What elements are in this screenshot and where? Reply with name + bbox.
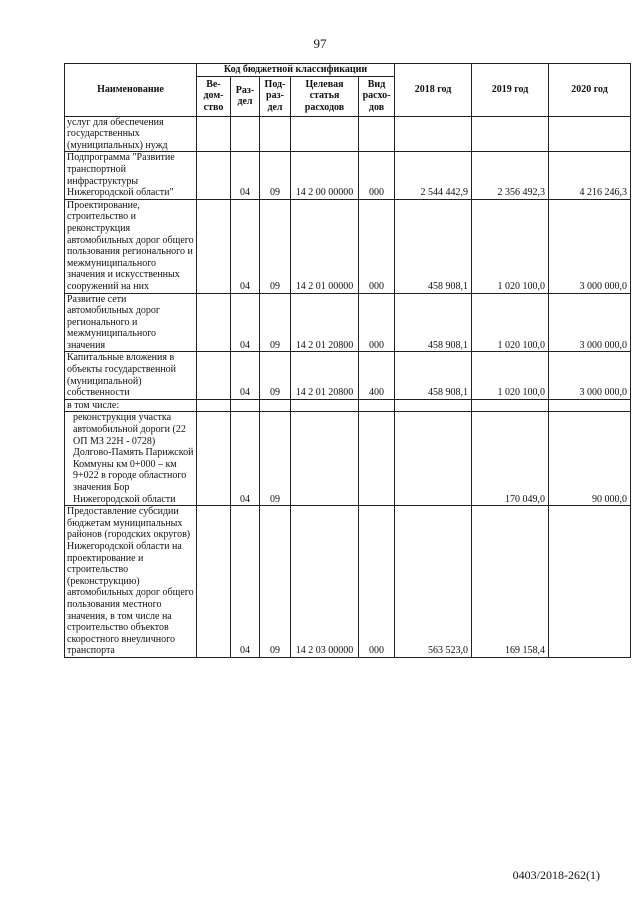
header-2018: 2018 год [395, 64, 472, 117]
row-vid: 400 [359, 352, 395, 399]
row-name: Капитальные вложения в объекты государственной (муниципальной) собственности [65, 352, 197, 399]
header-celevaya: Целевая статья расходов [291, 76, 359, 116]
row-razdel: 04 [231, 293, 260, 352]
row-celevaya: 14 2 01 20800 [291, 293, 359, 352]
budget-table [64, 63, 631, 658]
header-vedomstvo: Ве-дом-ство [197, 76, 231, 116]
table-row [65, 352, 631, 399]
row-2019: 2 356 492,3 [472, 152, 549, 199]
header-vid: Вид расхо-дов [359, 76, 395, 116]
table-row [65, 506, 631, 658]
row-2018: 458 908,1 [395, 293, 472, 352]
page-number: 97 [313, 36, 327, 51]
row-podrazdel: 09 [260, 412, 291, 506]
row-vid: 000 [359, 152, 395, 199]
row-podrazdel: 09 [260, 293, 291, 352]
row-2018: 563 523,0 [395, 506, 472, 658]
row-celevaya: 14 2 01 20800 [291, 352, 359, 399]
row-razdel: 04 [231, 412, 260, 506]
row-2020: 3 000 000,0 [549, 293, 631, 352]
document-code: 0403/2018-262(1) [512, 868, 600, 882]
row-2020: 4 216 246,3 [549, 152, 631, 199]
row-2020: 90 000,0 [549, 412, 631, 506]
header-podrazdel: Под-раз-дел [260, 76, 291, 116]
row-razdel: 04 [231, 506, 260, 658]
row-razdel: 04 [231, 152, 260, 199]
row-podrazdel: 09 [260, 152, 291, 199]
header-name: Наименование [65, 64, 197, 117]
row-name: реконструкция участка автомобильной дороги (22 ОП МЗ 22Н - 0728) Долгово-Память Парижской Коммуны км 0+000 – км 9+022 в городе областного значения Бор Нижегородской области [65, 412, 197, 506]
row-2019: 169 158,4 [472, 506, 549, 658]
row-name: Подпрограмма "Развитие транспортной инфраструктуры Нижегородской области" [65, 152, 197, 199]
row-celevaya: 14 2 03 00000 [291, 506, 359, 658]
row-name: услуг для обеспечения государственных (муниципальных) нужд [65, 116, 197, 152]
row-vid: 000 [359, 199, 395, 293]
row-celevaya: 14 2 01 00000 [291, 199, 359, 293]
header-2019: 2019 год [472, 64, 549, 117]
table-row [65, 116, 631, 152]
row-2020: 3 000 000,0 [549, 199, 631, 293]
row-name: Проектирование, строительство и реконструкция автомобильных дорог общего пользования регионального и межмуниципального значения и искусственных сооружений на них [65, 199, 197, 293]
row-name: в том числе: [65, 399, 197, 412]
row-razdel: 04 [231, 352, 260, 399]
row-celevaya: 14 2 00 00000 [291, 152, 359, 199]
header-razdel: Раз-дел [231, 76, 260, 116]
row-2018: 458 908,1 [395, 199, 472, 293]
row-2019: 1 020 100,0 [472, 352, 549, 399]
row-razdel: 04 [231, 199, 260, 293]
row-2019: 170 049,0 [472, 412, 549, 506]
header-budget-classification: Код бюджетной классификации [197, 64, 395, 77]
row-name: Развитие сети автомобильных дорог регионального и межмуниципального значения [65, 293, 197, 352]
table-row [65, 399, 631, 412]
row-2019: 1 020 100,0 [472, 293, 549, 352]
header-2020: 2020 год [549, 64, 631, 117]
table-row [65, 199, 631, 293]
row-podrazdel: 09 [260, 506, 291, 658]
table-row [65, 293, 631, 352]
row-2018: 2 544 442,9 [395, 152, 472, 199]
row-2018: 458 908,1 [395, 352, 472, 399]
row-name: Предоставление субсидии бюджетам муниципальных районов (городских округов) Нижегородской области на проектирование и строительство (реконструкцию) автомобильных дорог общего пользования местного значения, в том числе на строительство объектов скоростного внеуличного транспорта [65, 506, 197, 658]
row-2020: 3 000 000,0 [549, 352, 631, 399]
table-row [65, 412, 631, 506]
row-vid: 000 [359, 506, 395, 658]
row-2019: 1 020 100,0 [472, 199, 549, 293]
row-podrazdel: 09 [260, 352, 291, 399]
row-vid: 000 [359, 293, 395, 352]
row-podrazdel: 09 [260, 199, 291, 293]
table-row [65, 152, 631, 199]
